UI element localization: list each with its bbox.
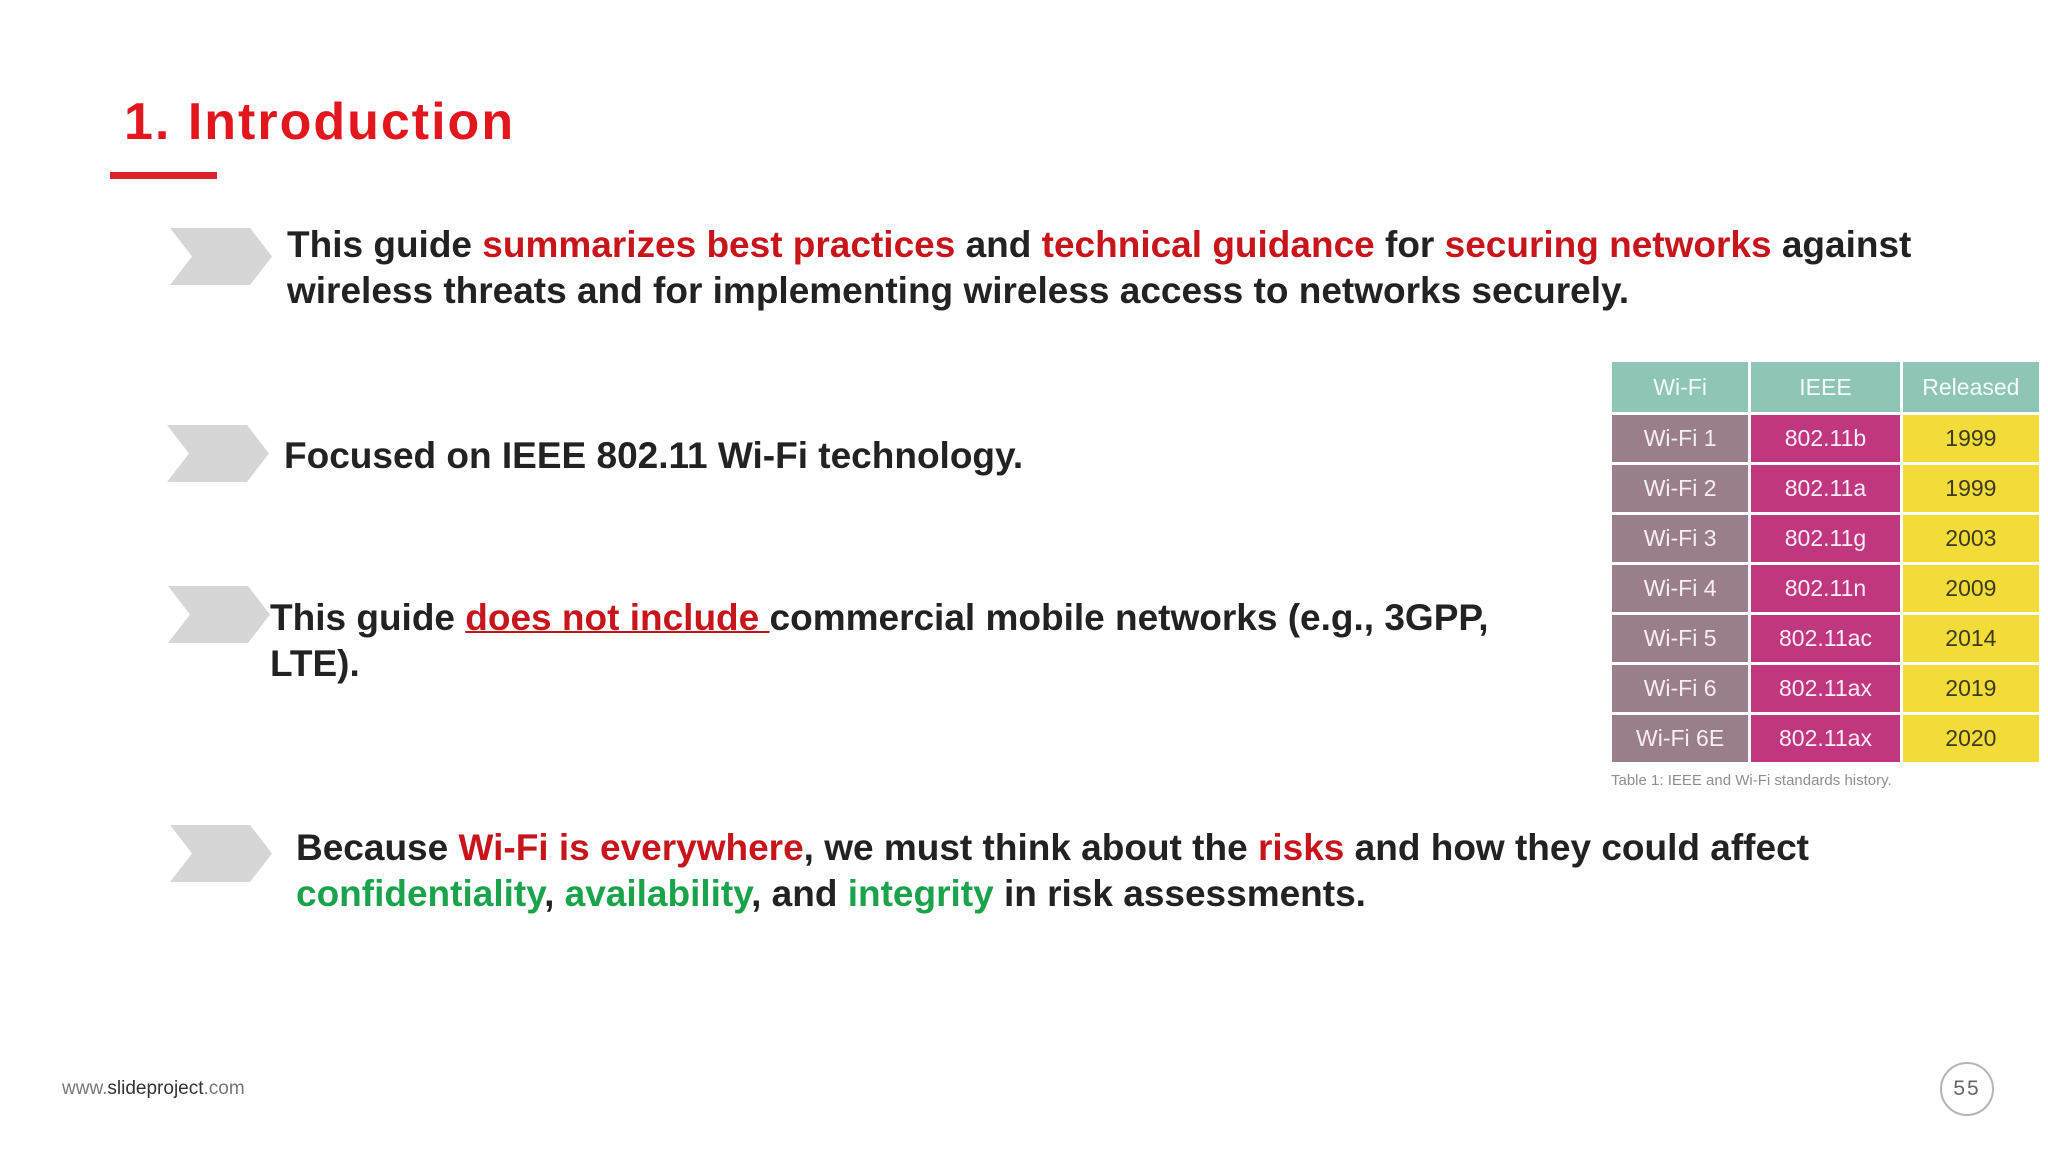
cell-released: 2020 bbox=[1903, 715, 2039, 762]
cell-ieee: 802.11b bbox=[1751, 415, 1900, 462]
bullet-text-segment: does not include bbox=[465, 597, 770, 638]
footer-website-link[interactable] bbox=[62, 1078, 245, 1100]
table-header-row bbox=[1612, 362, 2039, 412]
cell-wifi: Wi-Fi 3 bbox=[1612, 515, 1748, 562]
bullet-text-segment: confidentiality bbox=[296, 873, 545, 914]
footer-url-suffix: .com bbox=[203, 1078, 245, 1099]
header-released: Released bbox=[1903, 362, 2039, 412]
bullet-text-segment: integrity bbox=[847, 873, 994, 914]
chevron-icon bbox=[168, 586, 270, 643]
bullet-text-segment: Because bbox=[296, 827, 459, 868]
table-row bbox=[1612, 565, 2039, 612]
bullet-text-segment: Wi-Fi is everywhere bbox=[458, 827, 804, 868]
bullet-text-segment: availability bbox=[564, 873, 752, 914]
table-row bbox=[1612, 515, 2039, 562]
table-caption: Table 1: IEEE and Wi-Fi standards history. bbox=[1611, 772, 1892, 789]
bullet-text-segment: This guide bbox=[270, 597, 466, 638]
table-row bbox=[1612, 465, 2039, 512]
cell-wifi: Wi-Fi 6E bbox=[1612, 715, 1748, 762]
table-row bbox=[1612, 665, 2039, 712]
cell-ieee: 802.11a bbox=[1751, 465, 1900, 512]
header-ieee: IEEE bbox=[1751, 362, 1900, 412]
title-underline bbox=[110, 172, 217, 179]
cell-released: 2009 bbox=[1903, 565, 2039, 612]
cell-released: 2003 bbox=[1903, 515, 2039, 562]
bullet-text-segment: risks bbox=[1257, 827, 1345, 868]
bullet-risk-assessment bbox=[296, 825, 1996, 917]
bullet-text-segment: technical guidance bbox=[1041, 224, 1375, 265]
cell-wifi: Wi-Fi 6 bbox=[1612, 665, 1748, 712]
bullet-text-segment: Focused on IEEE 802.11 Wi-Fi technology. bbox=[284, 435, 1024, 476]
bullet-text-segment: , we must think about the bbox=[803, 827, 1258, 868]
bullet-text-segment: for bbox=[1374, 224, 1445, 265]
bullet-text-segment: against wireless threats and for implementing wireless access to networks securely. bbox=[287, 224, 1912, 311]
bullet-text-segment: commercial mobile networks (e.g., 3GPP, LTE). bbox=[270, 597, 1489, 684]
bullet-text-segment: securing networks bbox=[1444, 224, 1772, 265]
cell-ieee: 802.11n bbox=[1751, 565, 1900, 612]
bullet-text-segment: , bbox=[544, 873, 565, 914]
bullet-text-segment: This guide bbox=[287, 224, 483, 265]
table-row bbox=[1612, 715, 2039, 762]
chevron-icon bbox=[167, 425, 269, 482]
footer-url-brand: slideproject bbox=[107, 1078, 204, 1099]
bullet-best-practices bbox=[287, 222, 2007, 314]
table-row bbox=[1612, 615, 2039, 662]
table-row bbox=[1612, 415, 2039, 462]
bullet-text-segment: , and bbox=[751, 873, 848, 914]
cell-wifi: Wi-Fi 4 bbox=[1612, 565, 1748, 612]
cell-released: 1999 bbox=[1903, 415, 2039, 462]
cell-released: 2019 bbox=[1903, 665, 2039, 712]
cell-ieee: 802.11ax bbox=[1751, 665, 1900, 712]
bullet-exclusions bbox=[270, 595, 1570, 687]
cell-ieee: 802.11ax bbox=[1751, 715, 1900, 762]
bullet-text-segment: in risk assessments. bbox=[993, 873, 1366, 914]
header-wifi: Wi-Fi bbox=[1612, 362, 1748, 412]
page-number: 55 bbox=[1940, 1062, 1994, 1116]
footer-url-prefix: www. bbox=[62, 1078, 108, 1099]
bullet-text-segment: summarizes best practices bbox=[482, 224, 956, 265]
bullet-text-segment: and how they could affect bbox=[1344, 827, 1809, 868]
cell-wifi: Wi-Fi 2 bbox=[1612, 465, 1748, 512]
wifi-standards-table bbox=[1609, 359, 2042, 765]
chevron-icon bbox=[170, 825, 272, 882]
bullet-ieee-focus bbox=[284, 433, 1584, 479]
cell-released: 2014 bbox=[1903, 615, 2039, 662]
cell-ieee: 802.11ac bbox=[1751, 615, 1900, 662]
slide-title: 1. Introduction bbox=[124, 93, 516, 151]
cell-released: 1999 bbox=[1903, 465, 2039, 512]
cell-wifi: Wi-Fi 5 bbox=[1612, 615, 1748, 662]
cell-wifi: Wi-Fi 1 bbox=[1612, 415, 1748, 462]
bullet-text-segment: and bbox=[955, 224, 1042, 265]
cell-ieee: 802.11g bbox=[1751, 515, 1900, 562]
chevron-icon bbox=[170, 228, 272, 285]
